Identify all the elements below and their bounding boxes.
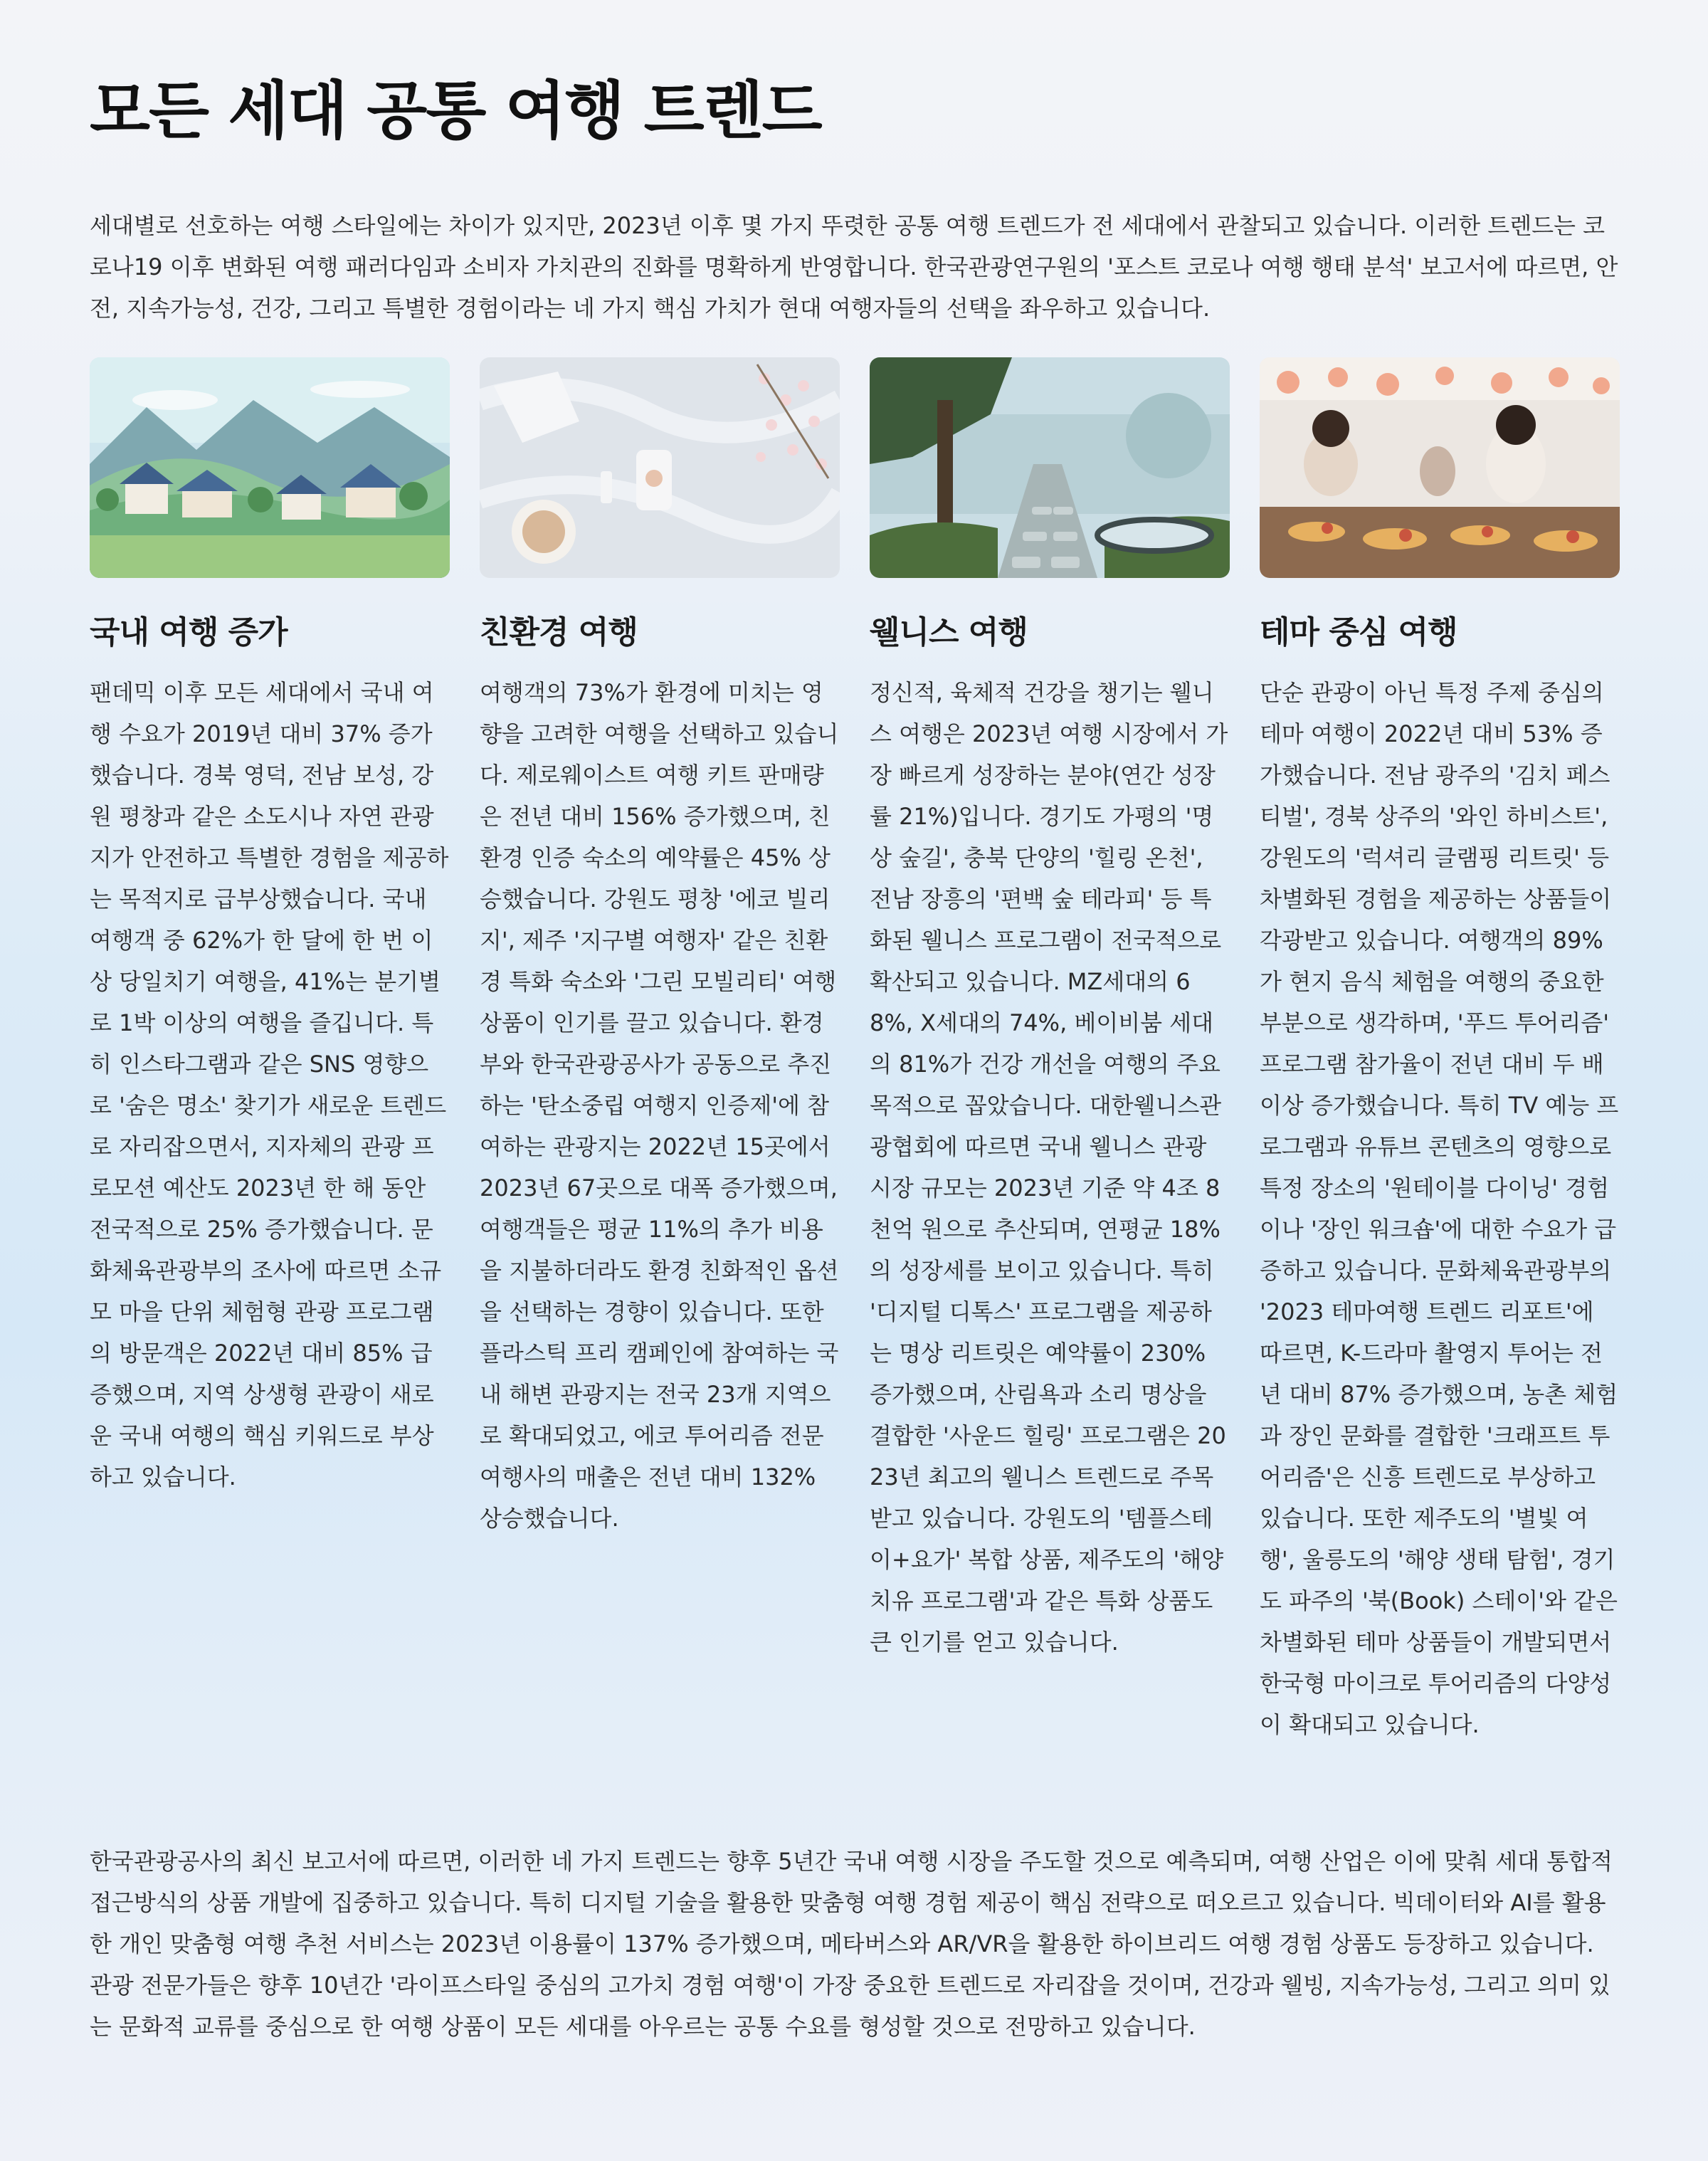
card-body: 단순 관광이 아닌 특정 주제 중심의 테마 여행이 2022년 대비 53% 증가했습니다. 전남 광주의 '김치 페스티벌', 경북 상주의 '와인 하비스트', 강원도의 '럭셔리 글램핑 리트릿' 등 차별화된 경험을 제공하는 상품들이 각광받고 있습니다. 여행객의 89%가 현지 음식 체험을 여행의 중요한 부분으로 생각하며, '푸드 투어리즘' 프로그램 참가율이 전년 대비 두 배 이상 증가했습니다. 특히 TV 예능 프로그램과 유튜브 콘텐츠의 영향으로 특정 장소의 '원테이블 다이닝' 경험이나 '장인 워크숍'에 대한 수요가 급증하고 있습니다. 문화체육관광부의 '2023 테마여행 트렌드 리포트'에 따르면, K-드라마 촬영지 투어는 전년 대비 87% 증가했으며, 농촌 체험과 장인 문화를 결합한 '크래프트 투어리즘'은 신흥 트렌드로 부상하고 있습니다. 또한 제주도의 '별빛 여행', 울릉도의 '해양 생태 탐험', 경기도 파주의 '북(Book) 스테이'와 같은 차별화된 테마 상품들이 개발되면서 한국형 마이크로 투어리즘의 다양성이 확대되고 있습니다.	[1260, 679, 1619, 1738]
card-heading: 국내 여행 증가	[90, 614, 288, 651]
card-body: 여행객의 73%가 환경에 미치는 영향을 고려한 여행을 선택하고 있습니다. 제로웨이스트 여행 키트 판매량은 전년 대비 156% 증가했으며, 친환경 인증 숙소의 예약률은 45% 상승했습니다. 강원도 평창 '에코 빌리지', 제주 '지구별 여행자' 같은 친환경 특화 숙소와 '그린 모빌리티' 여행 상품이 인기를 끌고 있습니다. 환경부와 한국관광공사가 공동으로 추진하는 '탄소중립 여행지 인증제'에 참여하는 관광지는 2022년 15곳에서 2023년 67곳으로 대폭 증가했으며, 여행객들은 평균 11%의 추가 비용을 지불하더라도 환경 친화적인 옵션을 선택하는 경향이 있습니다. 또한 플라스틱 프리 캠페인에 참여하는 국내 해변 관광지는 전국 23개 지역으로 확대되었고, 에코 투어리즘 전문 여행사의 매출은 전년 대비 132% 상승했습니다.	[480, 679, 839, 1532]
trend-cards	[90, 357, 1620, 1816]
conclusion-paragraph: 한국관광공사의 최신 보고서에 따르면, 이러한 네 가지 트렌드는 향후 5년간 국내 여행 시장을 주도할 것으로 예측되며, 여행 산업은 이에 맞춰 세대 통합적 접근방식의 상품 개발에 집중하고 있습니다. 특히 디지털 기술을 활용한 맞춤형 여행 경험 제공이 핵심 전략으로 떠오르고 있습니다. 빅데이터와 AI를 활용한 개인 맞춤형 여행 추천 서비스는 2023년 이용률이 137% 증가했으며, 메타버스와 AR/VR을 활용한 하이브리드 여행 경험 상품도 등장하고 있습니다. 관광 전문가들은 향후 10년간 '라이프스타일 중심의 고가치 경험 여행'이 가장 중요한 트렌드로 자리잡을 것이며, 건강과 웰빙, 지속가능성, 그리고 의미 있는 문화적 교류를 중심으로 한 여행 상품이 모든 세대를 아우르는 공통 수요를 형성할 것으로 전망하고 있습니다.	[90, 1848, 1613, 2040]
card-heading: 테마 중심 여행	[1260, 614, 1457, 651]
trend-card-eco	[480, 357, 840, 1539]
trend-card-domestic	[90, 357, 450, 1498]
page-title: 모든 세대 공통 여행 트렌드	[90, 74, 821, 147]
card-body: 팬데믹 이후 모든 세대에서 국내 여행 수요가 2019년 대비 37% 증가했습니다. 경북 영덕, 전남 보성, 강원 평창과 같은 소도시나 자연 관광지가 안전하고 특별한 경험을 제공하는 목적지로 급부상했습니다. 국내 여행객 중 62%가 한 달에 한 번 이상 당일치기 여행을, 41%는 분기별로 1박 이상의 여행을 즐깁니다. 특히 인스타그램과 같은 SNS 영향으로 '숨은 명소' 찾기가 새로운 트렌드로 자리잡으면서, 지자체의 관광 프로모션 예산도 2023년 한 해 동안 전국적으로 25% 증가했습니다. 문화체육관광부의 조사에 따르면 소규모 마을 단위 체험형 관광 프로그램의 방문객은 2022년 대비 85% 급증했으며, 지역 상생형 관광이 새로운 국내 여행의 핵심 키워드로 부상하고 있습니다.	[90, 679, 449, 1490]
card-heading: 친환경 여행	[480, 614, 638, 651]
trend-card-wellness	[870, 357, 1230, 1663]
food-festival-image	[1260, 357, 1620, 578]
village-landscape-image	[90, 357, 450, 578]
eco-products-image	[480, 357, 840, 578]
trend-card-theme	[1260, 357, 1620, 1745]
forest-path-image	[870, 357, 1230, 578]
card-body: 정신적, 육체적 건강을 챙기는 웰니스 여행은 2023년 여행 시장에서 가장 빠르게 성장하는 분야(연간 성장률 21%)입니다. 경기도 가평의 '명상 숲길', 충북 단양의 '힐링 온천', 전남 장흥의 '편백 숲 테라피' 등 특화된 웰니스 프로그램이 전국적으로 확산되고 있습니다. MZ세대의 68%, X세대의 74%, 베이비붐 세대의 81%가 건강 개선을 여행의 주요 목적으로 꼽았습니다. 대한웰니스관광협회에 따르면 국내 웰니스 관광 시장 규모는 2023년 기준 약 4조 8천억 원으로 추산되며, 연평균 18%의 성장세를 보이고 있습니다. 특히 '디지털 디톡스' 프로그램을 제공하는 명상 리트릿은 예약률이 230% 증가했으며, 산림욕과 소리 명상을 결합한 '사운드 힐링' 프로그램은 2023년 최고의 웰니스 트렌드로 주목받고 있습니다. 강원도의 '템플스테이+요가' 복합 상품, 제주도의 '해양 치유 프로그램'과 같은 특화 상품도 큰 인기를 얻고 있습니다.	[870, 679, 1228, 1656]
intro-paragraph: 세대별로 선호하는 여행 스타일에는 차이가 있지만, 2023년 이후 몇 가지 뚜렷한 공통 여행 트렌드가 전 세대에서 관찰되고 있습니다. 이러한 트렌드는 코로나19 이후 변화된 여행 패러다임과 소비자 가치관의 진화를 명확하게 반영합니다. 한국관광연구원의 '포스트 코로나 여행 행태 분석' 보고서에 따르면, 안전, 지속가능성, 건강, 그리고 특별한 경험이라는 네 가지 핵심 가치가 현대 여행자들의 선택을 좌우하고 있습니다.	[90, 212, 1618, 322]
card-heading: 웰니스 여행	[870, 614, 1028, 651]
